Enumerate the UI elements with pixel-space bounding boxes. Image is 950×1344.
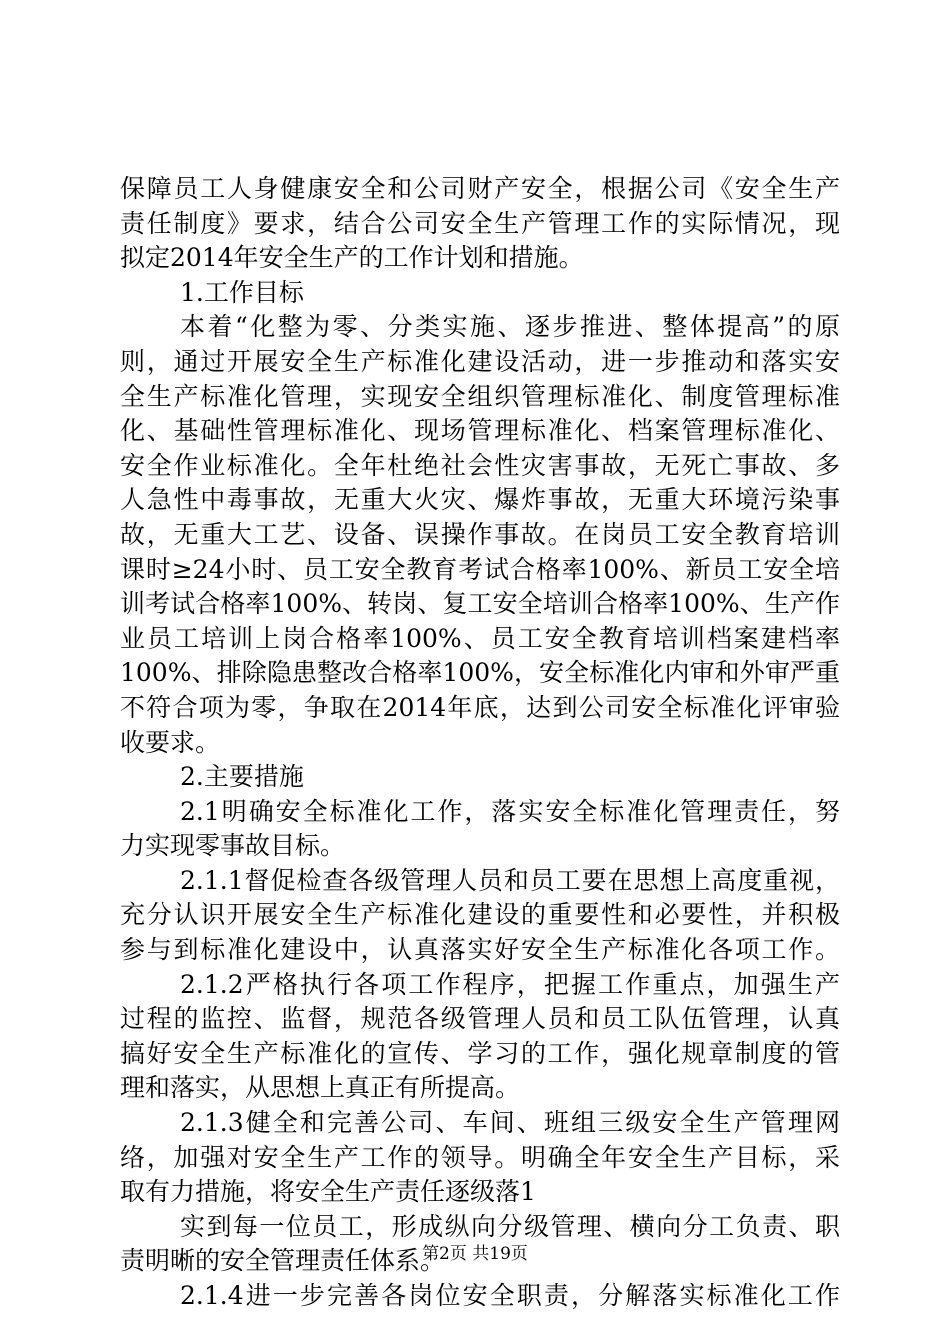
text-line: 力实现零事故目标。 xyxy=(120,831,346,861)
text-line: 不符合项为零，争取在2014年底，达到公司安全标准化评审验 xyxy=(120,692,840,722)
text-line: 收要求。 xyxy=(120,727,221,757)
text-line: 2.1.1督促检查各级管理人员和员工要在思想上高度重视， xyxy=(180,865,840,895)
text-line: 实到每一位员工，形成纵向分级管理、横向分工负责、职 xyxy=(180,1211,840,1241)
text-line: 责明晰的安全管理责任体系。 xyxy=(120,1246,446,1276)
text-line: 保障员工人身健康安全和公司财产安全，根据公司《安全生产 xyxy=(120,174,840,203)
text-line: 则，通过开展安全生产标准化建设活动，进一步推动和落实安 xyxy=(120,346,840,376)
text-line: 2.1.4进一步完善各岗位安全职责，分解落实标准化工作 xyxy=(180,1281,840,1310)
document-body xyxy=(120,172,840,1314)
text-line: 责任制度》要求，结合公司安全生产管理工作的实际情况，现 xyxy=(120,208,840,238)
page-footer: 第2页 共19页 xyxy=(422,1244,528,1264)
text-line: 安全作业标准化。全年杜绝社会性灾害事故，无死亡事故、多 xyxy=(120,450,840,480)
text-line: 2.主要措施 xyxy=(180,762,304,792)
text-line: 1.工作目标 xyxy=(180,277,304,307)
text-line: 理和落实，从思想上真正有所提高。 xyxy=(120,1073,521,1103)
text-line: 业员工培训上岗合格率100%、员工安全教育培训档案建档率 xyxy=(120,623,840,653)
text-line: 2.1明确安全标准化工作，落实安全标准化管理责任，努 xyxy=(180,796,840,826)
text-line: 故，无重大工艺、设备、误操作事故。在岗员工安全教育培训 xyxy=(120,519,840,549)
text-line: 训考试合格率100%、转岗、复工安全培训合格率100%、生产作 xyxy=(120,589,840,619)
text-line: 100%、排除隐患整改合格率100%，安全标准化内审和外审严重 xyxy=(120,658,840,688)
text-line: 本着“化整为零、分类实施、逐步推进、整体提高”的原 xyxy=(180,312,840,342)
text-line: 过程的监控、监督，规范各级管理人员和员工队伍管理，认真 xyxy=(120,1004,840,1034)
text-line: 2.1.2严格执行各项工作程序，把握工作重点，加强生产 xyxy=(180,969,840,999)
text-line: 取有力措施，将安全生产责任逐级落1 xyxy=(120,1177,536,1207)
text-line: 人急性中毒事故，无重大火灾、爆炸事故，无重大环境污染事 xyxy=(120,485,840,515)
text-line: 充分认识开展安全生产标准化建设的重要性和必要性，并积极 xyxy=(120,900,840,930)
text-line: 搞好安全生产标准化的宣传、学习的工作，强化规章制度的管 xyxy=(120,1038,840,1068)
text-line: 全生产标准化管理，实现安全组织管理标准化、制度管理标准 xyxy=(120,381,840,411)
text-line: 化、基础性管理标准化、现场管理标准化、档案管理标准化、 xyxy=(120,416,840,446)
text-line: 课时≥24小时、员工安全教育考试合格率100%、新员工安全培 xyxy=(120,554,840,584)
text-line: 2.1.3健全和完善公司、车间、班组三级安全生产管理网 xyxy=(180,1108,840,1138)
text-line: 拟定2014年安全生产的工作计划和措施。 xyxy=(120,243,584,273)
text-line: 参与到标准化建设中，认真落实好安全生产标准化各项工作。 xyxy=(120,935,840,965)
text-line: 络，加强对安全生产工作的领导。明确全年安全生产目标，采 xyxy=(120,1142,840,1172)
